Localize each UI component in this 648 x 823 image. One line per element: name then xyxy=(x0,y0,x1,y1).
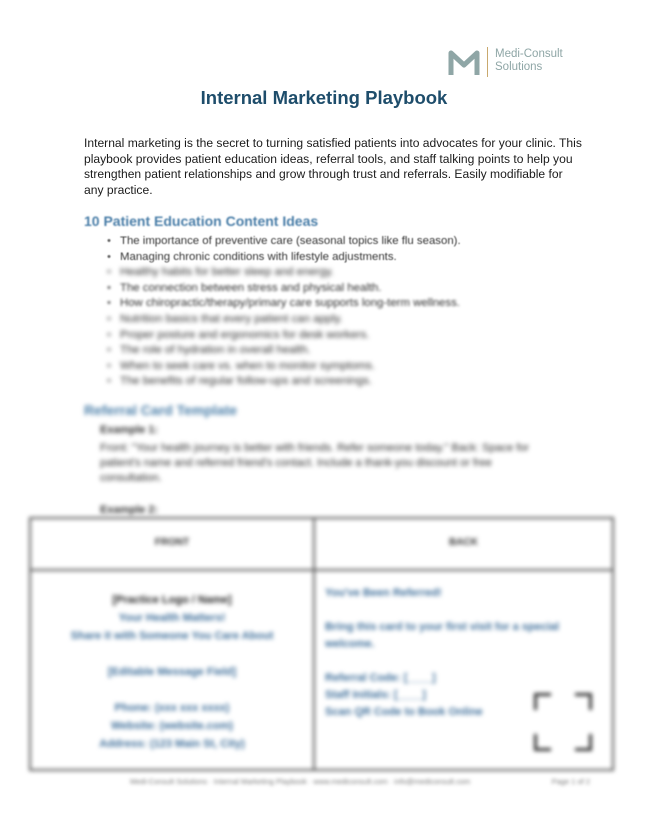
list-item xyxy=(104,250,461,266)
list-item-text: The connection between stress and physical health. xyxy=(120,281,382,294)
logo-m-icon xyxy=(448,49,480,77)
back-line xyxy=(325,602,605,619)
bullet-icon: • xyxy=(107,235,111,247)
front-line: [Editable Message Field] xyxy=(107,666,237,678)
list-item-text: The importance of preventive care (seasonal topics like flu season). xyxy=(120,235,461,247)
bullet-icon: • xyxy=(107,344,111,357)
list-item-text: Proper posture and ergonomics for desk workers. xyxy=(120,328,370,341)
bullet-icon: • xyxy=(107,375,111,388)
footer-text: Medi-Consult Solutions · Internal Marketing Playbook · www.mediconsult.com · info@mediconsult.com xyxy=(130,777,471,786)
list-item-text: Healthy habits for better sleep and energy. xyxy=(120,266,334,279)
list-item-text: How chiropractic/therapy/primary care supports long-term wellness. xyxy=(120,297,460,310)
page-title: Internal Marketing Playbook xyxy=(200,87,448,108)
logo-line-2: Solutions xyxy=(495,61,543,73)
header-divider xyxy=(31,569,612,571)
back-line xyxy=(325,653,605,670)
page-number: Page 1 of 2 xyxy=(551,777,590,786)
list-item-text: The benefits of regular follow-ups and screenings. xyxy=(120,375,373,388)
list-item-text: When to seek care vs. when to monitor symptoms. xyxy=(120,359,376,372)
list-item-text: Managing chronic conditions with lifestyle adjustments. xyxy=(120,250,397,263)
front-line: [Practice Logo / Name] xyxy=(112,594,232,606)
front-line: Address: (123 Main St, City) xyxy=(99,738,245,750)
back-line: Referral Code: [____] xyxy=(325,672,436,684)
back-line: You've Been Referred! xyxy=(325,587,442,599)
list-item-text: The role of hydration in overall health. xyxy=(120,344,311,357)
list-item xyxy=(104,281,461,297)
bullet-icon: • xyxy=(107,359,111,372)
page-footer xyxy=(130,777,590,786)
bullet-icon: • xyxy=(107,297,111,310)
section-heading-education: 10 Patient Education Content Ideas xyxy=(84,213,319,229)
logo-text xyxy=(495,48,563,74)
list-item xyxy=(104,374,461,390)
front-line: Your Health Matters! xyxy=(118,612,226,624)
list-item xyxy=(104,296,461,312)
list-item-text: Nutrition basics that every patient can apply. xyxy=(120,312,343,325)
back-line: Scan QR Code to Book Online xyxy=(325,706,483,718)
back-line: Staff Initials: [____] xyxy=(325,689,426,701)
list-item xyxy=(104,343,461,359)
company-logo xyxy=(448,44,588,80)
bullet-icon: • xyxy=(107,250,111,263)
front-column-header: FRONT xyxy=(154,537,190,548)
list-item xyxy=(104,265,461,281)
referral-card-table xyxy=(29,517,614,771)
front-line xyxy=(31,645,313,663)
front-line: Website: (website.com) xyxy=(110,720,234,732)
column-divider xyxy=(313,519,315,769)
logo-line-1: Medi-Consult xyxy=(495,48,563,60)
back-line: Bring this card to your first visit for a special welcome. xyxy=(325,621,560,650)
back-column-header: BACK xyxy=(449,537,478,548)
front-line: Phone: (xxx xxx xxxx) xyxy=(114,702,230,714)
front-line xyxy=(31,681,313,699)
list-item xyxy=(104,328,461,344)
bullet-icon: • xyxy=(107,281,111,294)
example-1-label: Example 1: xyxy=(100,424,159,436)
section-heading-referral: Referral Card Template xyxy=(84,402,238,418)
example-2-label: Example 2: xyxy=(100,504,159,516)
list-item xyxy=(104,312,461,328)
example-1-text: Front: "Your health journey is better with friends. Refer someone today." Back: Space for patient's name and referred friend's contact. Include a thank-you discount or free consultation. xyxy=(100,442,530,484)
list-item xyxy=(104,234,461,250)
intro-paragraph: Internal marketing is the secret to turning satisfied patients into advocates for your clinic. This playbook provides patient education ideas, referral tools, and staff talking points to help you strengthen patient relationships and grow through trust and referrals. Easily modifiable for any practice. xyxy=(84,136,582,197)
qr-code-placeholder-icon xyxy=(534,693,592,751)
education-ideas-list xyxy=(104,234,461,390)
front-line: Share it with Someone You Care About xyxy=(70,630,274,642)
list-item xyxy=(104,359,461,375)
bullet-icon: • xyxy=(107,266,111,279)
bullet-icon: • xyxy=(107,328,111,341)
bullet-icon: • xyxy=(107,312,111,325)
card-front-content xyxy=(31,591,313,753)
logo-divider xyxy=(487,47,488,77)
